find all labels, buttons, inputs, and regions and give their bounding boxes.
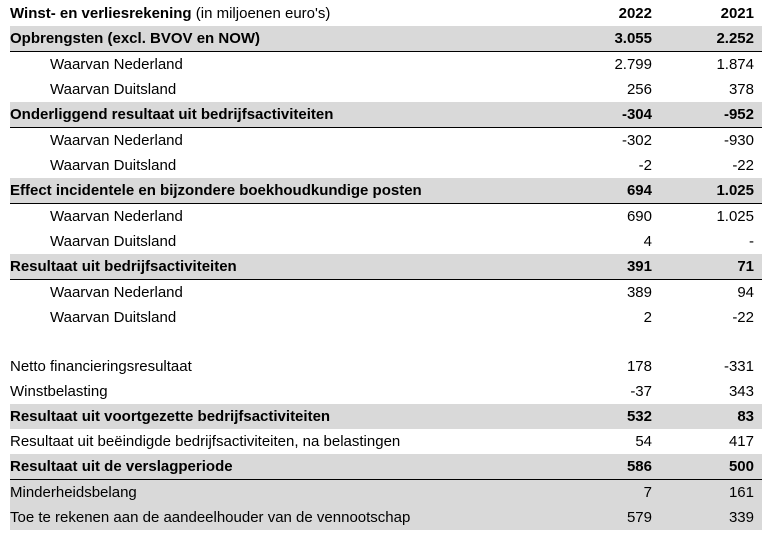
- value-2021: 1.874: [716, 56, 754, 73]
- row-label: Waarvan Nederland: [50, 132, 183, 149]
- value-2022: 256: [626, 81, 652, 98]
- row-label: Effect incidentele en bijzondere boekhoudkundige posten: [10, 178, 540, 204]
- value-2021: 2.252: [660, 26, 762, 52]
- value-2022: -37: [630, 383, 652, 400]
- value-2022: 7: [540, 480, 660, 506]
- row-label: Toe te rekenen aan de aandeelhouder van de vennootschap: [10, 505, 540, 530]
- row-label: Resultaat uit beëindigde bedrijfsactiviteiten, na belastingen: [10, 433, 401, 450]
- table-row: [10, 305, 762, 330]
- column-header-2021: 2021: [720, 4, 754, 22]
- table-row: [10, 429, 762, 454]
- table-row: [10, 505, 762, 530]
- value-2022: 586: [540, 454, 660, 480]
- row-label: Opbrengsten (excl. BVOV en NOW): [10, 26, 540, 52]
- value-2021: -22: [732, 157, 754, 174]
- table-row-revenue: [10, 26, 762, 52]
- row-label: Waarvan Duitsland: [50, 233, 177, 250]
- table-title-unit: (in miljoenen euro's): [195, 4, 331, 22]
- value-2022: -302: [621, 132, 652, 149]
- value-2022: 694: [540, 178, 660, 204]
- income-statement: [10, 0, 762, 530]
- value-2022: 389: [626, 284, 652, 301]
- row-label: Waarvan Duitsland: [50, 81, 177, 98]
- table-row: [10, 128, 762, 154]
- value-2022: 391: [540, 254, 660, 280]
- value-2022: 54: [635, 433, 652, 450]
- value-2021: -22: [732, 309, 754, 326]
- value-2022: 178: [626, 358, 652, 375]
- row-label: Waarvan Nederland: [50, 56, 183, 73]
- row-label: Waarvan Nederland: [50, 284, 183, 301]
- value-2022: 3.055: [540, 26, 660, 52]
- value-2022: -2: [638, 157, 652, 174]
- row-label: Resultaat uit bedrijfsactiviteiten: [10, 254, 540, 280]
- spacer-row: [10, 330, 762, 354]
- value-2021: 343: [728, 383, 754, 400]
- table-row-operating-result: [10, 254, 762, 280]
- value-2022: 2.799: [614, 56, 652, 73]
- value-2021: 1.025: [716, 208, 754, 225]
- value-2021: 83: [660, 404, 762, 429]
- table-row: [10, 480, 762, 506]
- row-label: Netto financieringsresultaat: [10, 358, 192, 375]
- row-label: Waarvan Nederland: [50, 208, 183, 225]
- value-2022: 4: [643, 233, 652, 250]
- row-label: Minderheidsbelang: [10, 480, 540, 506]
- table-row-period-result: [10, 454, 762, 480]
- table-row-incidental-effects: [10, 178, 762, 204]
- table-title-bold: Winst- en verliesrekening: [10, 4, 192, 22]
- value-2021: 94: [737, 284, 754, 301]
- value-2022: 2: [643, 309, 652, 326]
- value-2022: 532: [540, 404, 660, 429]
- table-row: [10, 354, 762, 379]
- value-2021: 161: [660, 480, 762, 506]
- row-label: Waarvan Duitsland: [50, 309, 177, 326]
- table-row: [10, 280, 762, 306]
- income-statement-table: [10, 0, 762, 530]
- column-header-2022: 2022: [618, 4, 652, 22]
- value-2021: 378: [728, 81, 754, 98]
- row-label: Waarvan Duitsland: [50, 157, 177, 174]
- table-header-row: [10, 0, 762, 26]
- table-row: [10, 77, 762, 102]
- value-2021: 1.025: [660, 178, 762, 204]
- table-row: [10, 379, 762, 404]
- value-2021: -930: [723, 132, 754, 149]
- value-2021: 71: [660, 254, 762, 280]
- value-2021: -: [749, 233, 754, 250]
- row-label: Onderliggend resultaat uit bedrijfsactiviteiten: [10, 102, 540, 128]
- table-row-underlying-result: [10, 102, 762, 128]
- row-label: Resultaat uit voortgezette bedrijfsactiviteiten: [10, 404, 540, 429]
- value-2022: -304: [540, 102, 660, 128]
- table-row-continuing-operations: [10, 404, 762, 429]
- value-2021: -952: [660, 102, 762, 128]
- value-2021: 339: [660, 505, 762, 530]
- table-row: [10, 52, 762, 78]
- value-2021: 417: [728, 433, 754, 450]
- row-label: Resultaat uit de verslagperiode: [10, 454, 540, 480]
- table-title: [10, 0, 540, 26]
- value-2021: -331: [723, 358, 754, 375]
- table-row: [10, 229, 762, 254]
- row-label: Winstbelasting: [10, 383, 108, 400]
- value-2022: 690: [626, 208, 652, 225]
- value-2021: 500: [660, 454, 762, 480]
- table-row: [10, 204, 762, 230]
- table-row: [10, 153, 762, 178]
- value-2022: 579: [540, 505, 660, 530]
